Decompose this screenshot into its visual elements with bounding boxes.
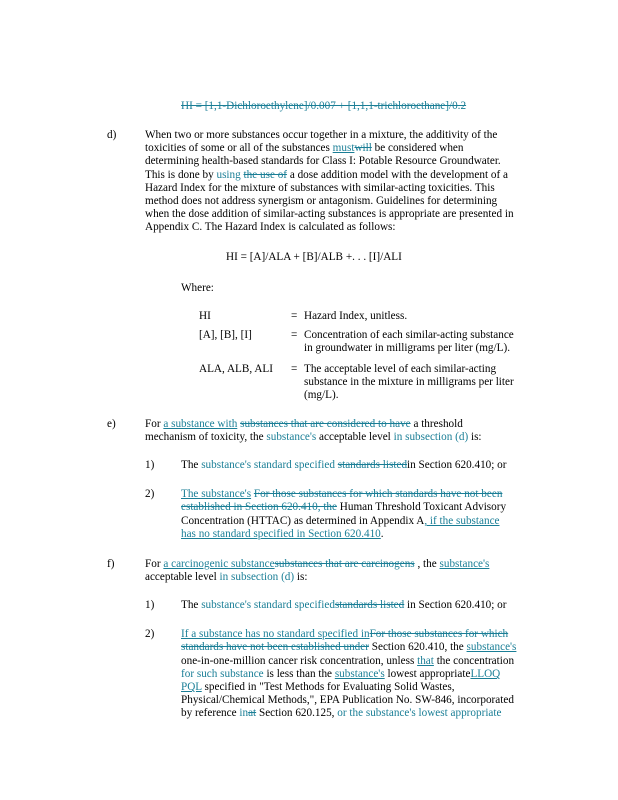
def-eq-acceptable-level: = [291, 363, 298, 375]
e-item-2-line-4: has no standard specified in Section 620.410. [181, 528, 384, 540]
d-line-4: This is done by using the use of a dose addition model with the development of a [145, 169, 508, 181]
def-eq-hi: = [291, 310, 298, 322]
e-line-1: For a substance with substances that are considered to have a threshold [145, 418, 463, 430]
f-item-2-line-1: If a substance has no standard specified inFor those substances for which [181, 628, 509, 640]
f-item-2-line-2: standards have not been established under Section 620.410, the substance's [181, 641, 517, 653]
def-desc-hi: Hazard Index, unitless. [304, 310, 408, 322]
f-item-2-line-6: Physical/Chemical Methods,", EPA Publication No. SW-846, incorporated [181, 694, 514, 706]
d-line-1: When two or more substances occur together in a mixture, the additivity of the [145, 129, 498, 141]
d-line-7: when the dose addition of similar-acting substances is appropriate are presented in [145, 208, 514, 220]
def-term-hi: HI [199, 310, 211, 322]
d-line-6: method does not address synergism or antagonism. Guidelines for determining [145, 195, 498, 207]
def-eq-concentration: = [291, 329, 298, 341]
e-line-2: mechanism of toxicity, the substance's acceptable level in subsection (d) is: [145, 431, 482, 443]
f-item-1-number: 1) [145, 599, 155, 611]
where-label: Where: [181, 282, 214, 294]
f-item-2-line-4: for such substance is less than the substance's lowest appropriateLLOQ [181, 668, 501, 680]
def-term-concentration: [A], [B], [I] [199, 329, 252, 341]
e-item-2-line-3: Concentration (HTTAC) as determined in Appendix A, if the substance [181, 515, 500, 527]
subsection-f-marker: f) [107, 558, 115, 570]
def-desc-acceptable-level-1: The acceptable level of each similar-acting [304, 363, 497, 375]
e-item-2-line-2: established in Section 620.410, the Human Threshold Toxicant Advisory [181, 501, 507, 513]
def-desc-concentration-2: in groundwater in milligrams per liter (mg/L). [304, 342, 510, 354]
d-line-2: toxicities of some or all of the substances mustwill be considered when [145, 142, 464, 154]
f-item-2-line-7: by reference inat Section 620.125, or the substance's lowest appropriate [181, 707, 502, 719]
def-desc-concentration-1: Concentration of each similar-acting substance [304, 329, 514, 341]
deleted-formula: HI = [1,1-Dichloroethylene]/0.007 + [1,1,1-trichloroethane]/0.2 [181, 100, 467, 112]
f-line-1: For a carcinogenic substancesubstances that are carcinogens , the substance's [145, 558, 490, 570]
subsection-e-marker: e) [107, 418, 116, 430]
f-item-2-line-5: PQL specified in "Test Methods for Evaluating Solid Wastes, [181, 681, 455, 693]
def-term-acceptable-level: ALA, ALB, ALI [199, 363, 273, 375]
e-item-2-number: 2) [145, 488, 155, 500]
e-item-1-text: The substance's standard specified standards listedin Section 620.410; or [181, 459, 507, 471]
subsection-d-marker: d) [107, 129, 117, 141]
e-item-1-number: 1) [145, 459, 155, 471]
e-item-2-line-1: The substance's For those substances for which standards have not been [181, 488, 503, 500]
hazard-index-formula: HI = [A]/ALA + [B]/ALB +. . . [I]/ALI [226, 251, 402, 263]
f-item-1-text: The substance's standard specifiedstandards listed in Section 620.410; or [181, 599, 507, 611]
d-line-5: Hazard Index for the mixture of substances with similar-acting toxicities. This [145, 182, 495, 194]
f-item-2-line-3: one-in-one-million cancer risk concentration, unless that the concentration [181, 655, 515, 667]
def-desc-acceptable-level-3: (mg/L). [304, 389, 339, 401]
d-line-3: determining health-based standards for Class I: Potable Resource Groundwater. [145, 155, 501, 167]
def-desc-acceptable-level-2: substance in the mixture in milligrams per liter [304, 376, 514, 388]
d-line-8: Appendix C. The Hazard Index is calculated as follows: [145, 221, 396, 233]
f-item-2-number: 2) [145, 628, 155, 640]
f-line-2: acceptable level in subsection (d) is: [145, 571, 308, 583]
